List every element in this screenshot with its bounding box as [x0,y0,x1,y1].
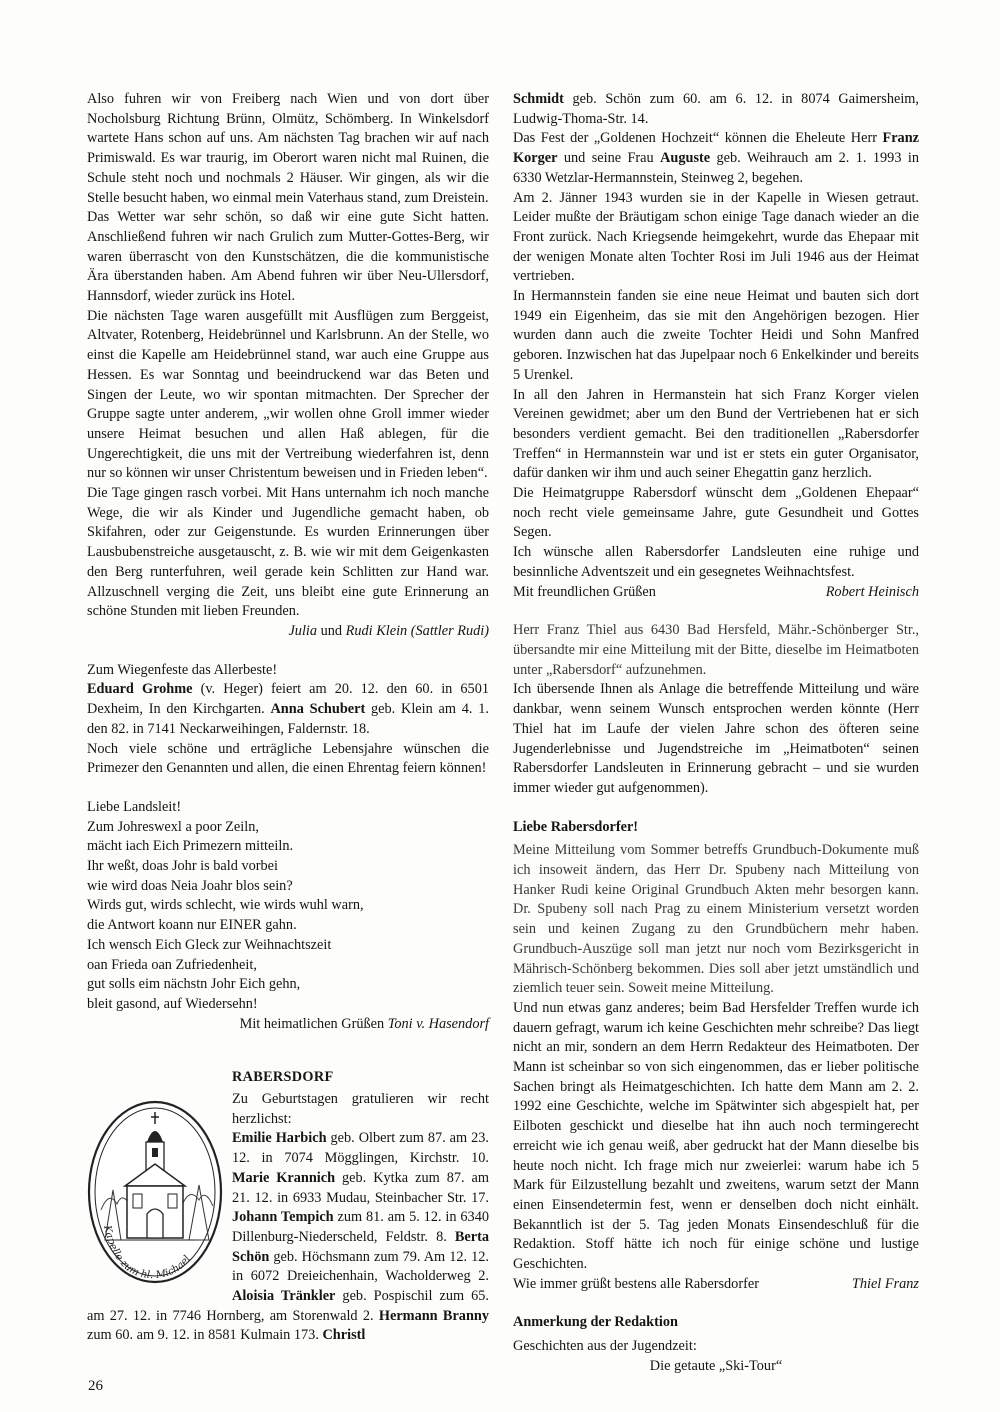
letter-paragraph-1: Meine Mitteilung vom Sommer betreffs Grundbuch-Dokumente muß ich insoweit ändern, das Herr Dr. Spubeny nach Mitteilung von Hanker Rudi keine Original Grundbuch Akten mehr besorgen kann. Dr. Spubeny soll nach Prag zu einem Ministerium versetzt worden sein und keinen Zugang zu den Grundbüchern mehr haben. Grundbuch-Auszüge soll man jetzt nur noch vom Bezirksgericht in Mährisch-Schönberg bekommen. Dies soll aber jetzt umständlich und ziemlich teuer sein. Soweit meine Mitteilung. [513,842,919,997]
golden-text-b: und seine Frau [557,150,661,167]
rb-name-2: Marie Krannich [232,1169,336,1186]
rabersdorf-intro: Zu Geburtstagen gratulieren wir recht herzlichst: [232,1091,489,1127]
poem-signature-text: Mit heimatlichen Grüßen [239,1015,388,1032]
letter-signature-name: Thiel Franz [851,1275,919,1292]
letter-signature [513,1275,919,1295]
poem-line-11: bleit gasond, auf Wiedersehn! [87,995,258,1012]
editor-note-line-2: Die getaute „Ski-Tour“ [649,1357,783,1374]
golden-paragraph-2: In Hermannstein fanden sie eine neue Heimat und bauten sich dort 1949 ein Eigenheim, das sie mit den Angehörigen bezogen. Hier wurden dann auch die zweite Tochter Heidi und Sohn Manfred geboren. Inzwischen hat das Jupelpaar noch 6 Enkelkinder und bereits 5 Urenkel. [513,288,919,383]
birthday-entry [87,680,489,739]
birthday-text-1: (v. Heger) feiert am 20. 12. den 60. in 6501 Dexheim, In den Kirchgarten. [87,681,489,718]
rb-text-6: zum 60. am 9. 12. in 8581 Kulmain 173. [87,1327,323,1344]
rb-text-2: geb. Kytka zum 87. am 21. 12. in 6933 Mudau, Steinbacher Str. 17. [232,1169,489,1206]
birthday-wish: Noch viele schöne und erträgliche Lebensjahre wünschen die Primezer den Genannten und allen, die einen Ehrentag feiern können! [87,740,489,777]
letter-paragraph-2: Und nun etwas ganz anderes; beim Bad Hersfelder Treffen wurde ich dauern gefragt, warum ich keine Geschichten mehr schreibe? Das liegt nicht an mir, sondern an dem Herrn Redakteur des Heimatboten. Der Mann ist scheinbar so von sich eingenommen, das er lieber politische Sachen bringt als Heimatgeschichten. Ich hatte dem Mann am 2. 2. 1992 eine Geschichte, welche im Spätwinter sich abgespielt hat, per Eilboten geschickt und dieselbe hat ihn auch noch termingerecht erreicht wie ich genau weiß, aber gedruckt hat der Mann dieselbe bis heute noch nicht. Ich frage mich nur zweierlei: warum habe ich 5 Mark für Eilzustellung bezahlt und zweitens, warum setzt der Mann einen Einsendetermin fest, wenn er denselben doch nicht einhält. Bekanntlich ist der 5. Tag jeden Monats Einsendeschluß für die Redaktion. Stoff hätte ich noch für einige schöne und lustige Geschichten. [513,999,919,1273]
rb-name-7: Christl [322,1327,366,1344]
travel-signature-and: und [317,622,346,639]
travel-paragraph-2: Das Wetter war sehr schön, so daß wir eine gute Sicht hatten. Anschließend fuhren wir nach Grulich zum Mutter-Gottes-Berg, wir waren überrascht von den Kunstschätzen, die die kommunistische Ära überstanden haben. Am Abend fuhren wir über Neu-Ullersdorf, Hannsdorf, wieder zurück ins Hotel. [87,209,489,305]
golden-signature-name: Robert Heinisch [825,583,919,600]
emblem-lettering: Kapelle zum hl. Michael [101,1224,193,1282]
poem-line-2: Zum Johreswexl a poor Zeiln, [87,818,259,835]
poem-line-3: mächt iach Eich Primezern mitteiln. [87,838,294,855]
golden-paragraph-3: In all den Jahren in Hermanstein hat sich Franz Korger vielen Vereinen gewidmet; aber um den Bund der Vertriebenen hat er sich besonders verdient gemacht. Bei den traditionellen „Rabersdorfer Treffen“ in Hermannstein war und ist er stets ein guter Organisator, dafür danken wir ihm und auch seiner Ehegattin ganz herzlich. [513,386,919,482]
travel-paragraph-1: Also fuhren wir von Freiberg nach Wien und von dort über Nocholsburg Richtung Brünn, Olmütz, Schömberg. In Winkelsdorf wartete Hans schon auf uns. Am nächsten Tag brachen wir auf nach Primiswald. Es war traurig, im Oberort waren nicht mal Ruinen, die Schule steht noch und nochmals 2 Häuser. Wir gingen, als wir die Stelle besucht haben, wo einmal mein Vaterhaus stand, zum Dreistein. [87,91,489,206]
rb-name-6: Hermann Branny [378,1307,489,1324]
birthday-intro: Zum Wiegenfeste das Allerbeste! [87,661,278,678]
rabersdorf-birthdays [87,1090,489,1346]
golden-name-2: Auguste [660,150,711,167]
poem-signature [87,1015,489,1035]
golden-signature [513,583,919,603]
birthday-name-2: Anna Schubert [270,701,366,718]
rb-text-1: geb. Olbert zum 87. am 23. 12. in 7074 Mögglingen, Kirchstr. 10. [232,1130,489,1167]
rb-name-1: Emilie Harbich [232,1130,327,1147]
poem-line-8: Ich wensch Eich Gleck zur Weihnachtszeit [87,936,332,953]
travel-signature [87,622,489,642]
golden-signature-greeting: Mit freundlichen Grüßen [513,583,656,600]
editor-note-heading: Anmerkung der Redaktion [513,1314,678,1331]
left-column [87,90,489,1346]
golden-paragraph-5: Ich wünsche allen Rabersdorfer Landsleuten eine ruhige und besinnliche Adventszeit und ein gesegnetes Weihnachtsfest. [513,544,919,580]
poem-line-9: oan Frieda oan Zufriedenheit, [87,956,257,973]
travel-signature-name-1: Julia [288,622,318,639]
rb-text-3: zum 81. am 5. 12. in 6340 Dillenburg-Niederscheld, Feldstr. 8. [232,1209,489,1245]
poem-line-4: Ihr weßt, doas Johr is bald vorbei [87,858,278,875]
golden-paragraph-1: Am 2. Jänner 1943 wurden sie in der Kapelle in Wiesen getraut. Leider mußte der Bräutigam schon einige Tage danach wieder an die Front zurück. Nach Kriegsende heimgekehrt, wurde das Ehepaar mit der wenigen Monate alten Tochter Rosi im Juli 1946 aus der Heimat vertrieben. [513,189,919,285]
rb-name-4: Berta Schön [232,1228,489,1265]
rb-name-5: Aloisia Tränkler [232,1288,336,1305]
travel-signature-name-2: Rudi Klein (Sattler Rudi) [345,622,489,639]
rb-name-3: Johann Tempich [232,1209,334,1226]
editor-note-line-1: Geschichten aus der Jugendzeit: [513,1338,697,1355]
rb-cont-name: Schmidt [513,91,564,107]
birthday-name-1: Eduard Grohme [87,681,193,698]
birthday-text-2: geb. Klein am 4. 1. den 82. in 7141 Neckarweihingen, Faldernstr. 18. [87,701,490,737]
travel-paragraph-4: Die Tage gingen rasch vorbei. Mit Hans unternahm ich noch manche Wege, die wir als Kinder und Jugendliche gemacht haben, ob Skifahren, oder zur Geigenstunde. Es wurden Erinnerungen über Lausbubenstreiche ausgetauscht, z. B. wie wir mit dem Geigenkasten den Berg runterfuhren, weil gerade kein Schlitten zur Hand war. Allzuschnell verging die Zeit, uns bleibt eine gute Erinnerung an schöne Stunden mit lieben Freunden. [87,485,489,620]
golden-text-a: Das Fest der „Goldenen Hochzeit“ können die Eheleute Herr [513,130,883,147]
golden-paragraph-4: Die Heimatgruppe Rabersdorf wünscht dem „Goldenen Ehepaar“ noch recht viele gemeinsame Jahre, gute Gesundheit und Gottes Segen. [513,485,919,541]
poem-line-10: gut solls eim nächstn Johr Eich gehn, [87,976,301,993]
poem-line-5: wie wird doas Neia Joahr blos sein? [87,877,293,894]
thiel-paragraph-1: Herr Franz Thiel aus 6430 Bad Hersfeld, Mähr.-Schönberger Str., übersandte mir eine Mitteilung mit der Bitte, dieselbe im Heimatboten unter „Rabersdorf“ aufzunehmen. [513,622,919,678]
golden-wedding-intro [513,129,919,188]
right-column [513,90,919,1377]
dialect-poem [87,798,489,1015]
thiel-paragraph-2: Ich übersende Ihnen als Anlage die betreffende Mitteilung und wäre dankbar, wenn seinem Wunsch entsprochen werden könnte (Herr Thiel hat im Laufe der vielen Jahre schon des öfteren seine Jugenderlebnisse und Jugendstreiche im „Heimatboten“ seinen Rabersdorfer Landsleuten in Erinnerung gebracht – und sie wurden immer wieder gut aufgenommen). [513,681,919,796]
rb-text-5: geb. Pospischil zum 65. am 27. 12. in 7746 Hornberg, am Storenwald 2. [87,1288,489,1324]
poem-signature-name: Toni v. Hasendorf [387,1015,489,1032]
rb-text-4: geb. Höchsmann zum 79. Am 12. 12. in 6072 Dreieichenhain, Wacholderweg 2. [232,1248,489,1285]
chapel-emblem-drawing [83,1090,228,1290]
poem-line-7: die Antwort koann nur EINER gahn. [87,917,297,934]
golden-name-1: Franz Korger [513,130,919,167]
poem-line-1: Liebe Landsleit! [87,798,182,815]
poem-line-6: Wirds gut, wirds schlecht, wie wirds wuhl warn, [87,897,364,914]
rb-cont-text: geb. Schön zum 60. am 6. 12. in 8074 Gaimersheim, Ludwig-Thoma-Str. 14. [513,91,919,127]
letter-signature-greeting: Wie immer grüßt bestens alle Rabersdorfer [513,1275,759,1292]
golden-text-c: geb. Weihrauch am 2. 1. 1993 in 6330 Wetzlar-Hermannstein, Steinweg 2, begehen. [513,150,919,186]
page-number: 26 [88,1378,103,1394]
travel-paragraph-3: Die nächsten Tage waren ausgefüllt mit Ausflügen zum Berggeist, Altvater, Rotenberg, Heidebrünnel und Karlsbrunn. An der Stelle, wo einst die Kapelle am Heidebrünnel stand, war auch eine Gruppe aus Hessen. Es war Sonntag und beeindruckend war das Beten und Singen der Leute, wo wir spontan mitmachten. Der Sprecher der Gruppe sagte unter anderem, „wir wollen ohne Groll immer wieder unsere Heimat besuchen und allen Haß ablegen, für die Ungerechtigkeit, die uns mit der Vertreibung wiederfahren ist, denn nur so können wir unser Christentum beweisen und in Frieden leben“. [87,307,489,482]
chapel-emblem [83,1090,228,1290]
letter-heading: Liebe Rabersdorfer! [513,818,639,835]
rabersdorf-title: RABERSDORF [232,1069,334,1086]
rb-continuation [513,90,919,129]
